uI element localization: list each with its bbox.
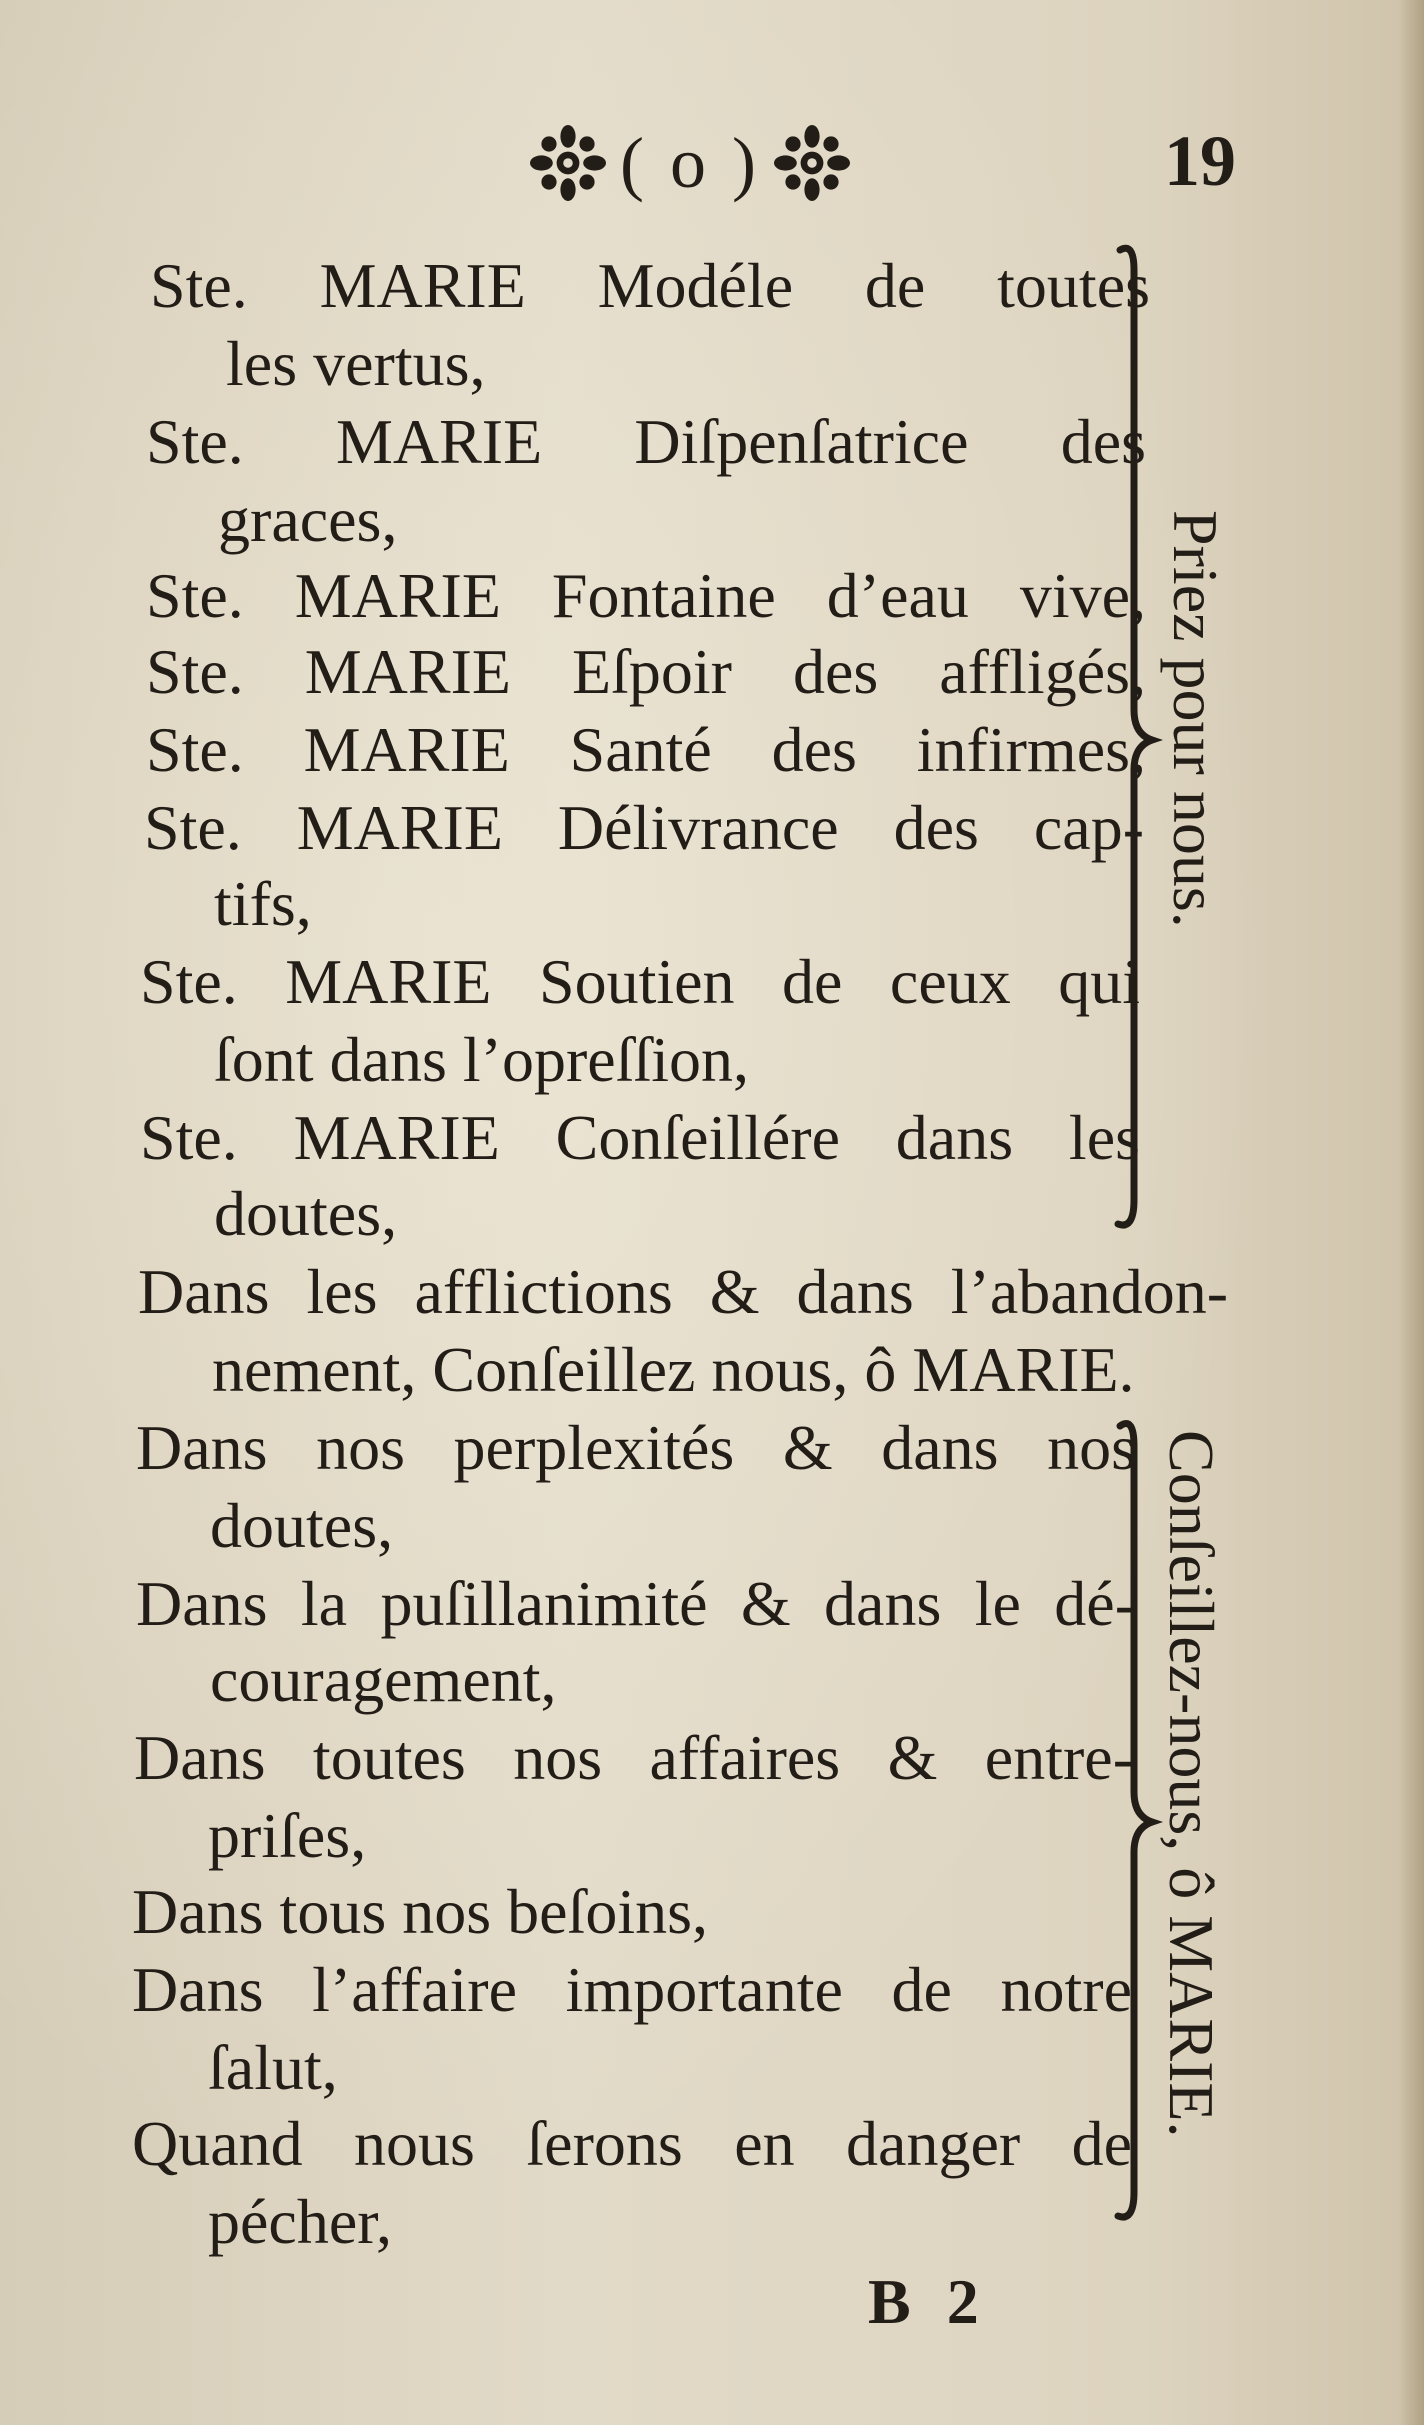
- folio-marker: ( o ): [620, 122, 760, 203]
- page-header: [480, 118, 900, 208]
- litany-line: Ste. MARIE Conſeillére dans les: [140, 1102, 1140, 1173]
- litany-line: graces,: [218, 484, 398, 555]
- page-number: 19: [1164, 121, 1236, 201]
- response-conseillez-nous: Conſeillez-nous, ô MARIE.: [1156, 1430, 1227, 2138]
- litany-line: Ste. MARIE Diſpenſatrice des: [146, 406, 1146, 477]
- litany-line: ſont dans l’opreſſion,: [214, 1024, 750, 1095]
- litany-line: Quand nous ſerons en danger de: [132, 2108, 1132, 2179]
- litany-line: couragement,: [210, 1644, 557, 1715]
- litany-line: pécher,: [208, 2186, 392, 2257]
- brace-bracket-2: [1112, 1412, 1162, 2232]
- litany-line: Dans tous nos beſoins,: [132, 1876, 708, 1947]
- fleuron-ornament-left: [530, 125, 606, 201]
- litany-line: Dans nos perplexités & dans nos: [136, 1412, 1136, 1483]
- page-edge-shadow: [1398, 0, 1424, 2425]
- litany-line: Ste. MARIE Délivrance des cap-: [144, 792, 1144, 863]
- litany-line: tifs,: [214, 868, 312, 939]
- couplet-line: nement, Conſeillez nous, ô MARIE.: [212, 1334, 1135, 1405]
- litany-line: Dans toutes nos affaires & entre-: [134, 1722, 1134, 1793]
- litany-line: Ste. MARIE Modéle de toutes: [150, 250, 1150, 321]
- litany-line: Ste. MARIE Santé des infirmes,: [146, 714, 1146, 785]
- signature-mark: B 2: [868, 2266, 989, 2337]
- litany-line: Dans l’affaire importante de notre: [132, 1954, 1132, 2025]
- response-priez-pour-nous: Priez pour nous.: [1160, 510, 1231, 928]
- litany-line: les vertus,: [226, 328, 486, 399]
- litany-line: Dans la puſillanimité & dans le dé-: [136, 1568, 1136, 1639]
- litany-line: ſalut,: [208, 2032, 338, 2103]
- litany-line: Ste. MARIE Soutien de ceux qui: [140, 946, 1140, 1017]
- brace-bracket-1: [1112, 240, 1162, 1240]
- couplet-line: Dans les afflictions & dans l’abandon-: [138, 1256, 1228, 1327]
- litany-line: doutes,: [210, 1490, 394, 1561]
- litany-line: doutes,: [214, 1178, 398, 1249]
- litany-line: priſes,: [208, 1800, 367, 1871]
- litany-line: Ste. MARIE Fontaine d’eau vive,: [146, 560, 1146, 631]
- fleuron-ornament-right: [774, 125, 850, 201]
- litany-line: Ste. MARIE Eſpoir des affligés,: [146, 636, 1146, 707]
